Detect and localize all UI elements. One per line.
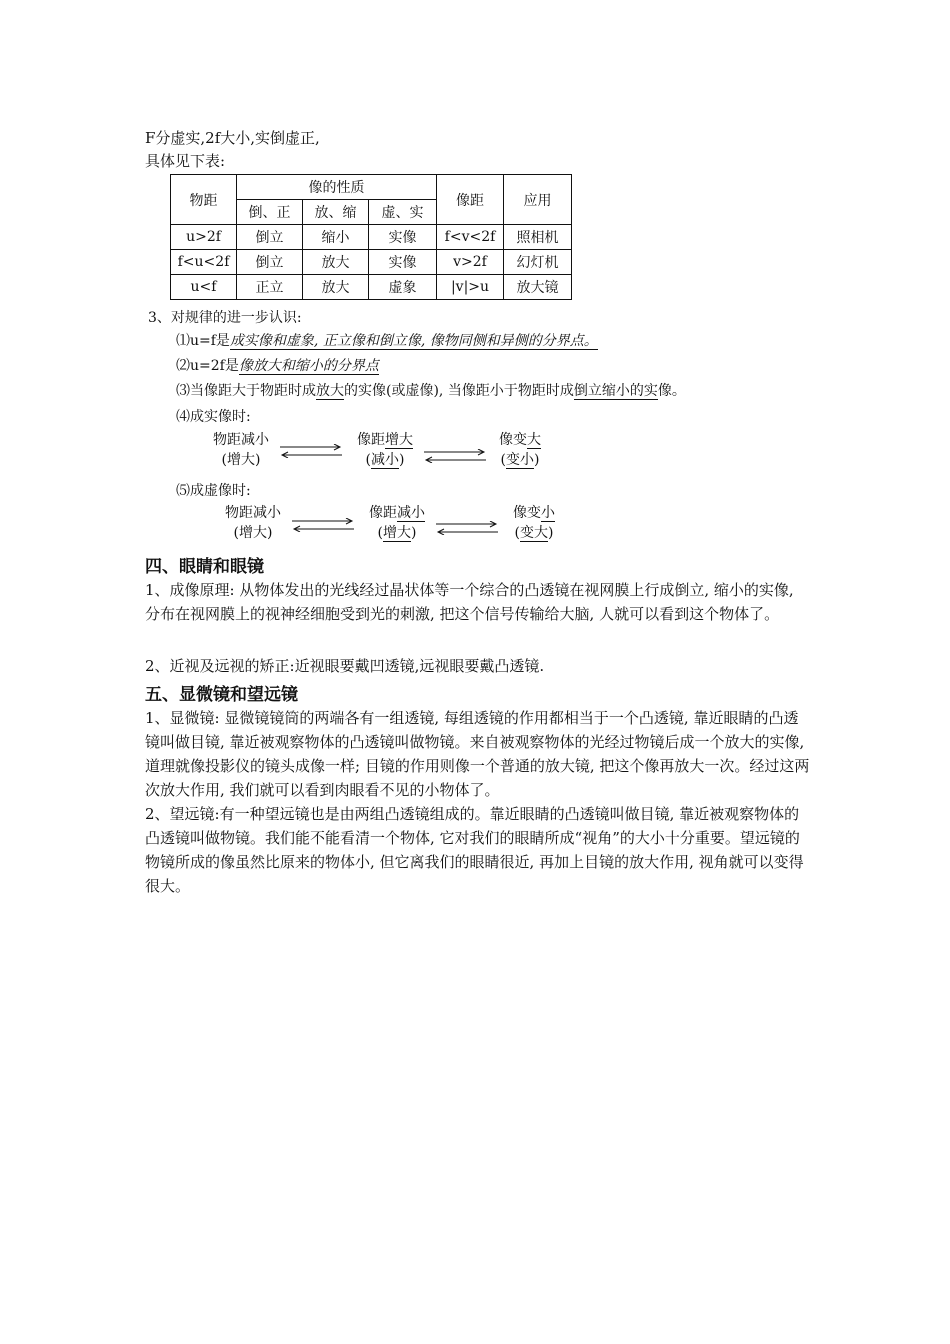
header-object-distance: 物距: [171, 175, 237, 225]
table-cell: 实像: [369, 225, 437, 250]
rule-item-3-b: 放大: [316, 383, 344, 399]
real-img-dist-top: [348, 430, 422, 450]
virtual-obj-top: 物距减小: [225, 505, 281, 521]
real-obj-top: 物距减小: [213, 432, 269, 448]
real-img-dist-bottom: (减小): [365, 452, 405, 468]
header-application: 应用: [504, 175, 572, 225]
rule-item-2: [176, 355, 379, 377]
real-img-bottom: (变小): [500, 452, 540, 468]
table-cell: |v|>u: [437, 275, 504, 300]
table-header-row: [171, 175, 572, 200]
real-img-dist-bottom-emph: 减小: [371, 452, 399, 468]
real-img-dist-prefix: 像距: [357, 432, 385, 448]
real-img-dist-emph: 增大: [385, 432, 413, 448]
virtual-img-dist-bottom-emph: 增大: [383, 525, 411, 541]
table-row: [171, 250, 572, 275]
subheader-cell: 放、缩: [303, 200, 369, 225]
section5-paragraph-1: 1、显微镜: 显微镜镜筒的两端各有一组透镜, 每组透镜的作用都相当于一个凸透镜, 靠近眼睛的凸透镜叫做目镜, 靠近被观察物体的凸透镜叫做物镜。来自被观察物体的光经过物镜后成一个放大的实像, 道理就像投影仪的镜头成像一样; 目镜的作用则像一个普通的放大镜, 把这个像再放大一次。经过这两次放大作用, 我们就可以看到肉眼看不见的小物体了。: [145, 709, 810, 799]
lens-imaging-table: [170, 174, 572, 300]
virtual-image-title: ⑸成虚像时:: [176, 483, 251, 499]
virtual-img-prefix: 像变: [513, 505, 541, 521]
rule-item-3-a: ⑶当像距大于物距时成: [176, 383, 316, 399]
subheader-cell: 倒、正: [237, 200, 303, 225]
rule-item-1: [176, 330, 598, 352]
rule-item-1-emphasis: 成实像和虚象, 正立像和倒立像, 像物同侧和异侧的分界点。: [229, 333, 598, 349]
see-table-text: 具体见下表:: [145, 152, 226, 170]
table-cell: 放大镜: [504, 275, 572, 300]
real-img-prefix: 像变: [499, 432, 527, 448]
table-cell: u>2f: [171, 225, 237, 250]
real-image-title: ⑷成实像时:: [176, 409, 251, 425]
table-cell: 正立: [237, 275, 303, 300]
rule-item-2-prefix: ⑵u=2f是: [176, 358, 239, 374]
table-row: [171, 225, 572, 250]
rule-item-3: [176, 380, 686, 402]
real-img-emph: 大: [527, 432, 541, 448]
virtual-img-top: [502, 503, 566, 523]
table-cell: v>2f: [437, 250, 504, 275]
real-arrows-1: [280, 444, 342, 458]
virtual-img-bottom: (变大): [514, 525, 554, 541]
table-cell: f<v<2f: [437, 225, 504, 250]
table-cell: f<u<2f: [171, 250, 237, 275]
section3-title: 3、对规律的进一步认识:: [148, 310, 302, 326]
header-image-distance: 像距: [437, 175, 504, 225]
virtual-img-dist-prefix: 像距: [369, 505, 397, 521]
rule-item-2-emphasis: 像放大和缩小的分界点: [238, 358, 379, 374]
virtual-img-dist-emph: 减小: [397, 505, 425, 521]
table-cell: 虚象: [369, 275, 437, 300]
virtual-arrows-1: [292, 518, 354, 532]
section4-paragraph-2: 2、近视及远视的矫正:近视眼要戴凹透镜,远视眼要戴凸透镜.: [145, 657, 545, 675]
real-obj-bottom: (增大): [221, 452, 261, 468]
table-cell: 倒立: [237, 250, 303, 275]
table-cell: 照相机: [504, 225, 572, 250]
table-cell: 放大: [303, 275, 369, 300]
table-cell: 倒立: [237, 225, 303, 250]
table-row: [171, 275, 572, 300]
section4-heading: 四、眼睛和眼镜: [145, 557, 264, 577]
rule-item-3-e: 像。: [657, 383, 686, 399]
table-cell: 缩小: [303, 225, 369, 250]
rule-item-3-c: 的实像(或虚像), 当像距小于物距时成: [344, 383, 574, 399]
table-cell: 幻灯机: [504, 250, 572, 275]
table-cell: u<f: [171, 275, 237, 300]
table-cell: 放大: [303, 250, 369, 275]
virtual-img-bottom-emph: 变大: [520, 525, 548, 541]
real-img-bottom-emph: 变小: [506, 452, 534, 468]
virtual-img-dist-bottom: (增大): [377, 525, 417, 541]
virtual-img-dist-top: [360, 503, 434, 523]
virtual-arrows-2: [436, 521, 498, 535]
real-arrows-2: [424, 449, 486, 463]
subheader-cell: 虚、实: [369, 200, 437, 225]
rule-item-1-prefix: ⑴u=f是: [176, 333, 230, 349]
table-cell: 实像: [369, 250, 437, 275]
virtual-obj-bottom: (增大): [233, 525, 273, 541]
rule-summary: F分虚实,2f大小,实倒虚正,: [145, 129, 320, 147]
section5-heading: 五、显微镜和望远镜: [145, 685, 298, 705]
header-image-nature: 像的性质: [237, 175, 437, 200]
rule-item-3-d: 倒立缩小的实: [573, 383, 658, 399]
real-img-top: [488, 430, 552, 450]
section5-paragraph-2: 2、望远镜:有一种望远镜也是由两组凸透镜组成的。靠近眼睛的凸透镜叫做目镜, 靠近被观察物体的凸透镜叫做物镜。我们能不能看清一个物体, 它对我们的眼睛所成“视角”的大小十分重要。望远镜的物镜所成的像虽然比原来的物体小, 但它离我们的眼睛很近, 再加上目镜的放大作用, 视角就可以变得很大。: [145, 805, 804, 895]
virtual-img-emph: 小: [541, 505, 555, 521]
section4-paragraph-1: 1、成像原理: 从物体发出的光线经过晶状体等一个综合的凸透镜在视网膜上行成倒立, 缩小的实像, 分布在视网膜上的视神经细胞受到光的刺激, 把这个信号传输给大脑, 人就可以看到这个物体了。: [145, 581, 794, 623]
